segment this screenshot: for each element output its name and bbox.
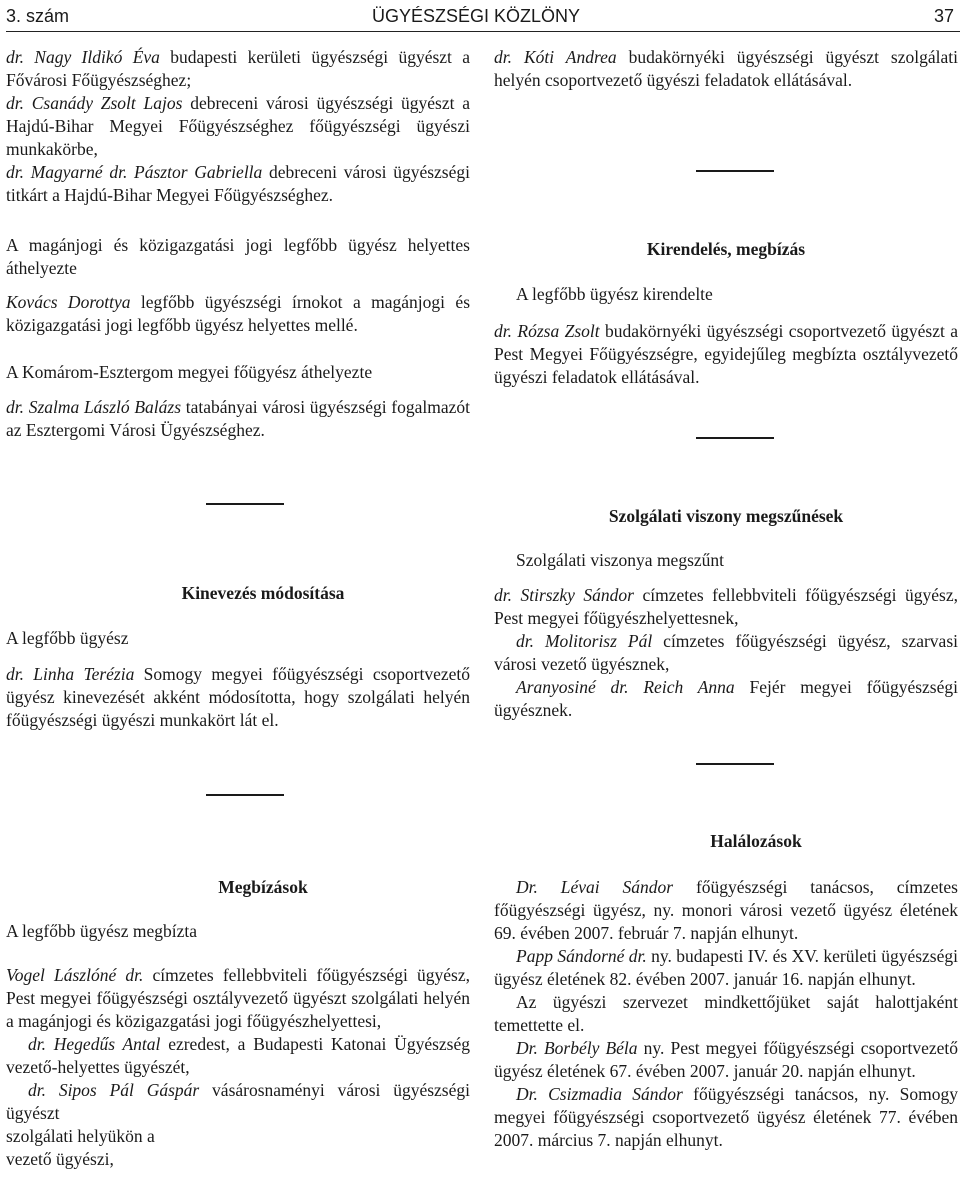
header-rule	[6, 31, 960, 32]
entry-name: Kovács Dorottya	[6, 292, 131, 312]
entry-name: Dr. Lévai Sándor	[516, 877, 674, 897]
death-entry	[494, 991, 958, 1037]
entry-text: tatabányai városi ügyészségi fogalmazót az Esztergomi Városi Ügyészséghez.	[6, 397, 470, 440]
entry-text: főügyészségi tanácsos, ny. Somogy megyei főügyészségi csoportvezető ügyész életének 77. évében 2007. március 7. napján elhunyt.	[494, 1084, 958, 1150]
entry-text: ny. Pest megyei főügyészségi csoportvezető ügyész életének 67. évében 2007. január 20. napján elhunyt.	[494, 1038, 958, 1081]
mandates-tail: vezető ügyészi,	[6, 1149, 114, 1169]
entry-name: Dr. Borbély Béla	[516, 1038, 638, 1058]
entry-text: ny. budapesti IV. és XV. kerületi ügyészségi ügyész életének 82. évében 2007. január 16. napján elhunyt.	[494, 946, 958, 989]
mandates-list	[6, 964, 470, 1171]
deaths-list	[494, 876, 958, 1152]
entry-name: dr. Molitorisz Pál	[516, 631, 653, 651]
section-rule	[696, 170, 774, 172]
issue-number: 3. szám	[6, 6, 70, 26]
section-rule	[206, 794, 284, 796]
page-number: 37	[933, 6, 954, 26]
secondment-title: Kirendelés, megbízás	[646, 239, 806, 259]
entry-text: budakörnyéki ügyészségi ügyészt szolgálati helyén csoportvezető ügyészi feladatok ellátásával.	[494, 47, 958, 90]
deputy-entry	[6, 291, 470, 337]
entry-text: legfőbb ügyészségi írnokot a magánjogi és közigazgatási jogi legfőbb ügyész helyettes mellé.	[6, 292, 470, 335]
entry-name: dr. Magyarné dr. Pásztor Gabriella	[6, 162, 263, 182]
entry-text: Az ügyészi szervezet mindkettőjüket saját halottjaként temettette el.	[494, 992, 958, 1035]
komarom-entry	[6, 396, 470, 442]
mandates-tail: szolgálati helyükön a	[6, 1126, 155, 1146]
section-rule	[696, 437, 774, 439]
entry-text: budakörnyéki ügyészségi csoportvezető ügyészt a Pest Megyei Főügyészségre, egyidejűleg megbízta osztályvezető ügyészi feladatok ellátásával.	[494, 321, 958, 387]
termination-list	[494, 584, 958, 722]
entry-text: címzetes fellebbviteli főügyészségi ügyész, Pest megyei főügyészségi osztályvezető ügyészt szolgálati helyén a magánjogi és közigazgatási jogi főügyészhelyettesi,	[6, 965, 470, 1031]
entry-text: Somogy megyei főügyészségi csoportvezető ügyész kinevezését akként módosította, hogy szolgálati helyén főügyészségi ügyészi munkakört lát el.	[6, 664, 470, 730]
appointment-title: Kinevezés módosítása	[181, 583, 345, 603]
entry-name: dr. Csanády Zsolt Lajos	[6, 93, 183, 113]
entry-name: Dr. Csizmadia Sándor	[516, 1084, 683, 1104]
entry-name: dr. Sipos Pál Gáspár	[28, 1080, 200, 1100]
entry-text: debreceni városi ügyészségi titkárt a Hajdú-Bihar Megyei Főügyészséghez.	[6, 162, 470, 205]
secondment-entry	[494, 320, 958, 389]
section-rule	[206, 503, 284, 505]
entry-text: budapesti kerületi ügyészségi ügyészt a Fővárosi Főügyészséghez;	[6, 47, 470, 90]
entry-text: ezredest, a Budapesti Katonai Ügyészség vezető-helyettes ügyészét,	[6, 1034, 470, 1077]
deaths-title: Halálozások	[710, 831, 802, 851]
mandates-title: Megbízások	[218, 877, 308, 897]
deputy-intro: A magánjogi és közigazgatási jogi legfőbb ügyész helyettes áthelyezte	[6, 235, 470, 278]
transfer-list	[6, 46, 470, 207]
entry-name: dr. Hegedűs Antal	[28, 1034, 161, 1054]
mandates-intro: A legfőbb ügyész megbízta	[6, 921, 197, 941]
entry-name: dr. Kóti Andrea	[494, 47, 617, 67]
death-entry	[494, 1037, 958, 1083]
entry-text: debreceni városi ügyészségi ügyészt a Hajdú-Bihar Megyei Főügyészséghez főügyészségi ügyészi munkakörbe,	[6, 93, 470, 159]
komarom-intro: A Komárom-Esztergom megyei főügyész áthelyezte	[6, 362, 373, 382]
death-entry	[494, 876, 958, 945]
entry-name: dr. Szalma László Balázs	[6, 397, 182, 417]
death-entry	[494, 1083, 958, 1152]
death-entry	[494, 945, 958, 991]
entry-name: dr. Linha Terézia	[6, 664, 135, 684]
entry-name: dr. Nagy Ildikó Éva	[6, 47, 160, 67]
entry-name: dr. Rózsa Zsolt	[494, 321, 600, 341]
entry-text: főügyészségi tanácsos, címzetes főügyészségi ügyész, ny. monori városi vezető ügyész életének 69. évében 2007. február 7. napján elhunyt.	[494, 877, 958, 943]
appointment-entry	[6, 663, 470, 732]
termination-intro: Szolgálati viszonya megszűnt	[516, 550, 725, 570]
entry-text: címzetes főügyészségi ügyész, szarvasi városi vezető ügyésznek,	[494, 631, 958, 674]
entry-name: Vogel Lászlóné dr.	[6, 965, 144, 985]
entry-text: címzetes fellebbviteli főügyészségi ügyész, Pest megyei főügyészhelyettesnek,	[494, 585, 958, 628]
entry-text: vásárosnaményi városi ügyészségi ügyészt	[6, 1080, 470, 1123]
appointment-intro: A legfőbb ügyész	[6, 628, 129, 648]
journal-title: ÜGYÉSZSÉGI KÖZLÖNY	[372, 6, 581, 26]
running-header	[0, 0, 960, 32]
entry-text: Fejér megyei főügyészségi ügyésznek.	[494, 677, 959, 720]
entry-name: dr. Stirszky Sándor	[494, 585, 634, 605]
section-rule	[696, 763, 774, 765]
entry-name: Aranyosiné dr. Reich Anna	[516, 677, 735, 697]
entry-name: Papp Sándorné dr.	[516, 946, 647, 966]
koti-entry	[494, 46, 958, 92]
secondment-intro: A legfőbb ügyész kirendelte	[516, 284, 713, 304]
termination-title: Szolgálati viszony megszűnések	[608, 506, 844, 526]
